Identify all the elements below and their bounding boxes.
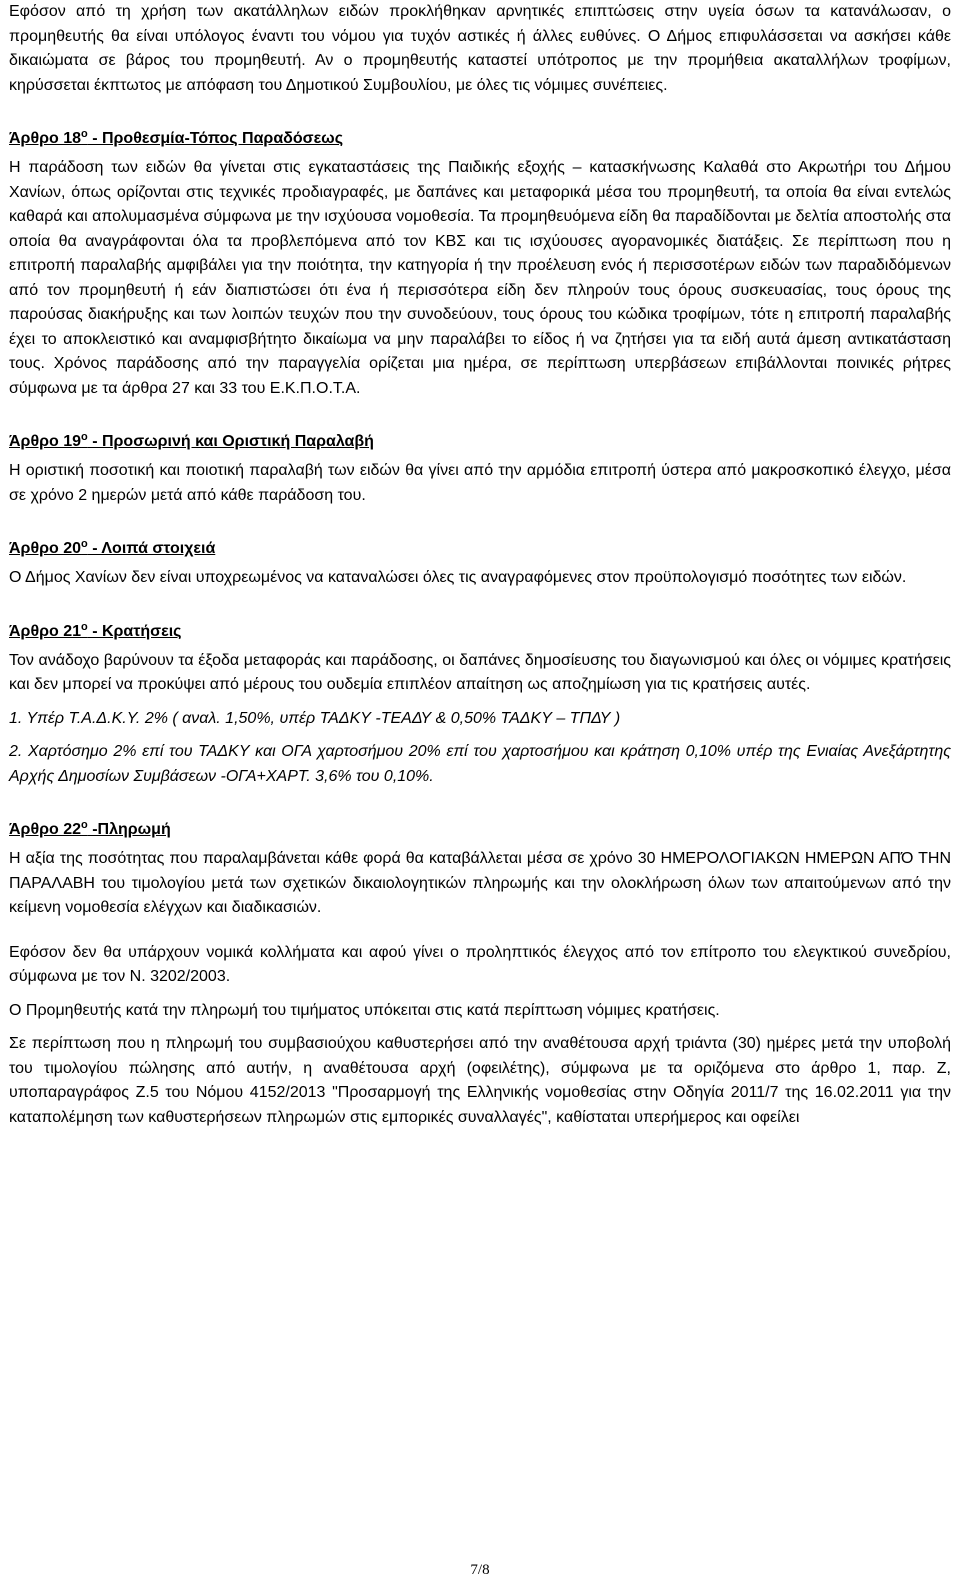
- article-18-paragraph: Η παράδοση των ειδών θα γίνεται στις εγκαταστάσεις της Παιδικής εξοχής – κατασκήνωσης Καλαθά στο Ακρωτήρι του Δήμου Χανίων, όπως ορίζονται στις τεχνικές προδιαγραφές, με δαπάνες και μεταφορικά μέσα του προμηθευτή, τα οποία θα είναι εντελώς καθαρά και απολυμασμένα σύμφωνα με την ισχύουσα νομοθεσία. Τα προμηθευόμενα είδη θα παραδίδονται με δελτία αποστολής στα οποία θα αναγράφονται όλα τα προβλεπόμενα από τον ΚΒΣ και τις ισχύουσες αγορανομικές διατάξεις. Σε περίπτωση που η επιτροπή παραλαβής αμφιβάλει για την ποιότητα, την κατηγορία ή την προέλευση ενός ή περισσοτέρων ειδών των παραδιδόμενων από τον προμηθευτή ή εάν διαπιστώσει ότι ένα ή περισσότερα είδη δεν πληρούν τους όρους συσκευασίας, τους όρους της παρούσας διακήρυξης και των λοιπών τευχών που την συνοδεύουν, τους όρους του κώδικα τροφίμων, τότε η επιτροπή παραλαβής έχει το αποκλειστικό και αναμφισβήτητο δικαίωμα να μην παραλάβει το είδος ή να ζητήσει για τα ειδή αυτά άμεση αντικατάσταση τους. Χρόνος παράδοσης από την παραγγελία ορίζεται μια ημέρα, σε περίπτωση υπερβάσεων επιβάλλονται ποινικές ρήτρες σύμφωνα με τα άρθρα 27 και 33 του Ε.Κ.Π.Ο.Τ.Α.: [9, 159, 951, 397]
- page-number: 7/8: [470, 1562, 490, 1578]
- article-20-paragraph: Ο Δήμος Χανίων δεν είναι υποχρεωμένος να καταναλώσει όλες τις αναγραφόμενες στον προϋπολογισμό ποσότητες των ειδών.: [9, 569, 907, 586]
- article-20-heading: Άρθρο $20^o$ - Λοιπά στοιχειά: [9, 538, 216, 557]
- article-21: [9, 615, 951, 790]
- document-page: [9, 0, 951, 1130]
- intro-paragraph: Εφόσον από τη χρήση των ακατάλληλων ειδών προκλήθηκαν αρνητικές επιπτώσεις στην υγεία όσων τα κατανάλωσαν, ο προμηθευτής θα είναι υπόλογος έναντι του νόμου για τυχόν αστικές ή άλλες ευθύνες. Ο Δήμος επιφυλάσσεται να ασκήσει κάθε δικαιώματα σε βάρος του προμηθευτή. Αν ο προμηθευτής καταστεί υπότροπος με την προμήθεια ακαταλλήλων τροφίμων, κηρύσσεται έκπτωτος με απόφαση του Δημοτικού Συμβουλίου, με όλες τις νόμιμες συνέπειες.: [9, 3, 951, 94]
- article-20: [9, 532, 951, 591]
- article-22-paragraph-3: Ο Προμηθευτής κατά την πληρωμή του τιμήματος υπόκειται στις κατά περίπτωση νόμιμες κρατήσεις.: [9, 1001, 720, 1019]
- deduction-item-1: 1. Υπέρ Τ.Α.Δ.Κ.Υ. 2% ( αναλ. 1,50%, υπέρ ΤΑΔΚΥ -ΤΕΑΔΥ & 0,50% ΤΑΔΚΥ – ΤΠΔΥ ): [9, 709, 621, 727]
- article-21-paragraph: Τον ανάδοχο βαρύνουν τα έξοδα μεταφοράς και παράδοσης, οι δαπάνες δημοσίευσης του διαγωνισμού και όλες οι νόμιμες κρατήσεις και δεν μπορεί να προκύψει από μέρους του ουδεμία επιπλέον απαίτηση ως αποζημίωση για τις κρατήσεις αυτές.: [9, 651, 951, 693]
- article-22-paragraph-4: Σε περίπτωση που η πληρωμή του συμβασιούχου καθυστερήσει από την αναθέτουσα αρχή τριάντα (30) ημέρες μετά την υποβολή του τιμολογίου πώλησης από αυτήν, η αναθέτουσα αρχή (οφειλέτης), σύμφωνα με τα οριζόμενα στο άρθρο 1, παρ. Ζ, υποπαραγράφος Ζ.5 του Νόμου 4152/2013 "Προσαρμογή της Ελληνικής νομοθεσίας στην Οδηγία 2011/7 της 16.02.2011 για την καταπολέμηση των καθυστερήσεων πληρωμών στις εμπορικές συναλλαγές", καθίσταται υπερήμερος και οφείλει: [9, 1035, 951, 1126]
- article-19: [9, 425, 951, 508]
- article-21-heading: Άρθρο $21^o$ - Κρατήσεις: [9, 620, 182, 640]
- article-22: [9, 813, 951, 1130]
- article-22-heading: Άρθρο $22^o$ -Πληρωμή: [9, 819, 171, 838]
- article-18: [9, 122, 951, 401]
- deduction-item-2: 2. Χαρτόσημο 2% επί του ΤΑΔΚΥ και ΟΓΑ χαρτοσήμου 20% επί του χαρτοσήμου και κράτηση 0,10% υπέρ της Ενιαίας Ανεξάρτητης Αρχής Δημοσίων Συμβάσεων -ΟΓΑ+ΧΑΡΤ. 3,6% του 0,10%.: [9, 743, 951, 785]
- article-19-paragraph: Η οριστική ποσοτική και ποιοτική παραλαβή των ειδών θα γίνει από την αρμόδια επιτροπή ύστερα από μακροσκοπικό έλεγχο, μέσα σε χρόνο 2 ημερών μετά από κάθε παράδοση του.: [9, 462, 951, 504]
- article-18-heading: Άρθρο $18^o - \Pi\rho o\theta\varepsilon\sigma\mu ί\alpha-Tό\pi o\varsigma$ Παραδόσεως: [9, 128, 344, 147]
- article-22-paragraph-1: Η αξία της ποσότητας που παραλαμβάνεται κάθε φορά θα καταβάλλεται μέσα σε χρόνο 30 ΗΜΕΡΟΛΟΓΙΑΚΩΝ ΗΜΕΡΩΝ ΑΠΌ ΤΗΝ ΠΑΡΑΛΑΒΗ του τιμολογίου μετά των σχετικών δικαιολογητικών πληρωμής και την ολοκλήρωση όλων των απαιτούμενων από την κείμενη νομοθεσία ελέγχων και διαδικασιών.: [9, 850, 951, 916]
- article-19-heading: Άρθρο $19^o$ - Προσωρινή και Οριστική Παραλαβή: [9, 431, 374, 450]
- article-22-paragraph-2: Εφόσον δεν θα υπάρχουν νομικά κολλήματα και αφού γίνει ο προληπτικός έλεγχος από τον επίτροπο του ελεγκτικού συνεδρίου, σύμφωνα με τον Ν. 3202/2003.: [9, 943, 951, 985]
